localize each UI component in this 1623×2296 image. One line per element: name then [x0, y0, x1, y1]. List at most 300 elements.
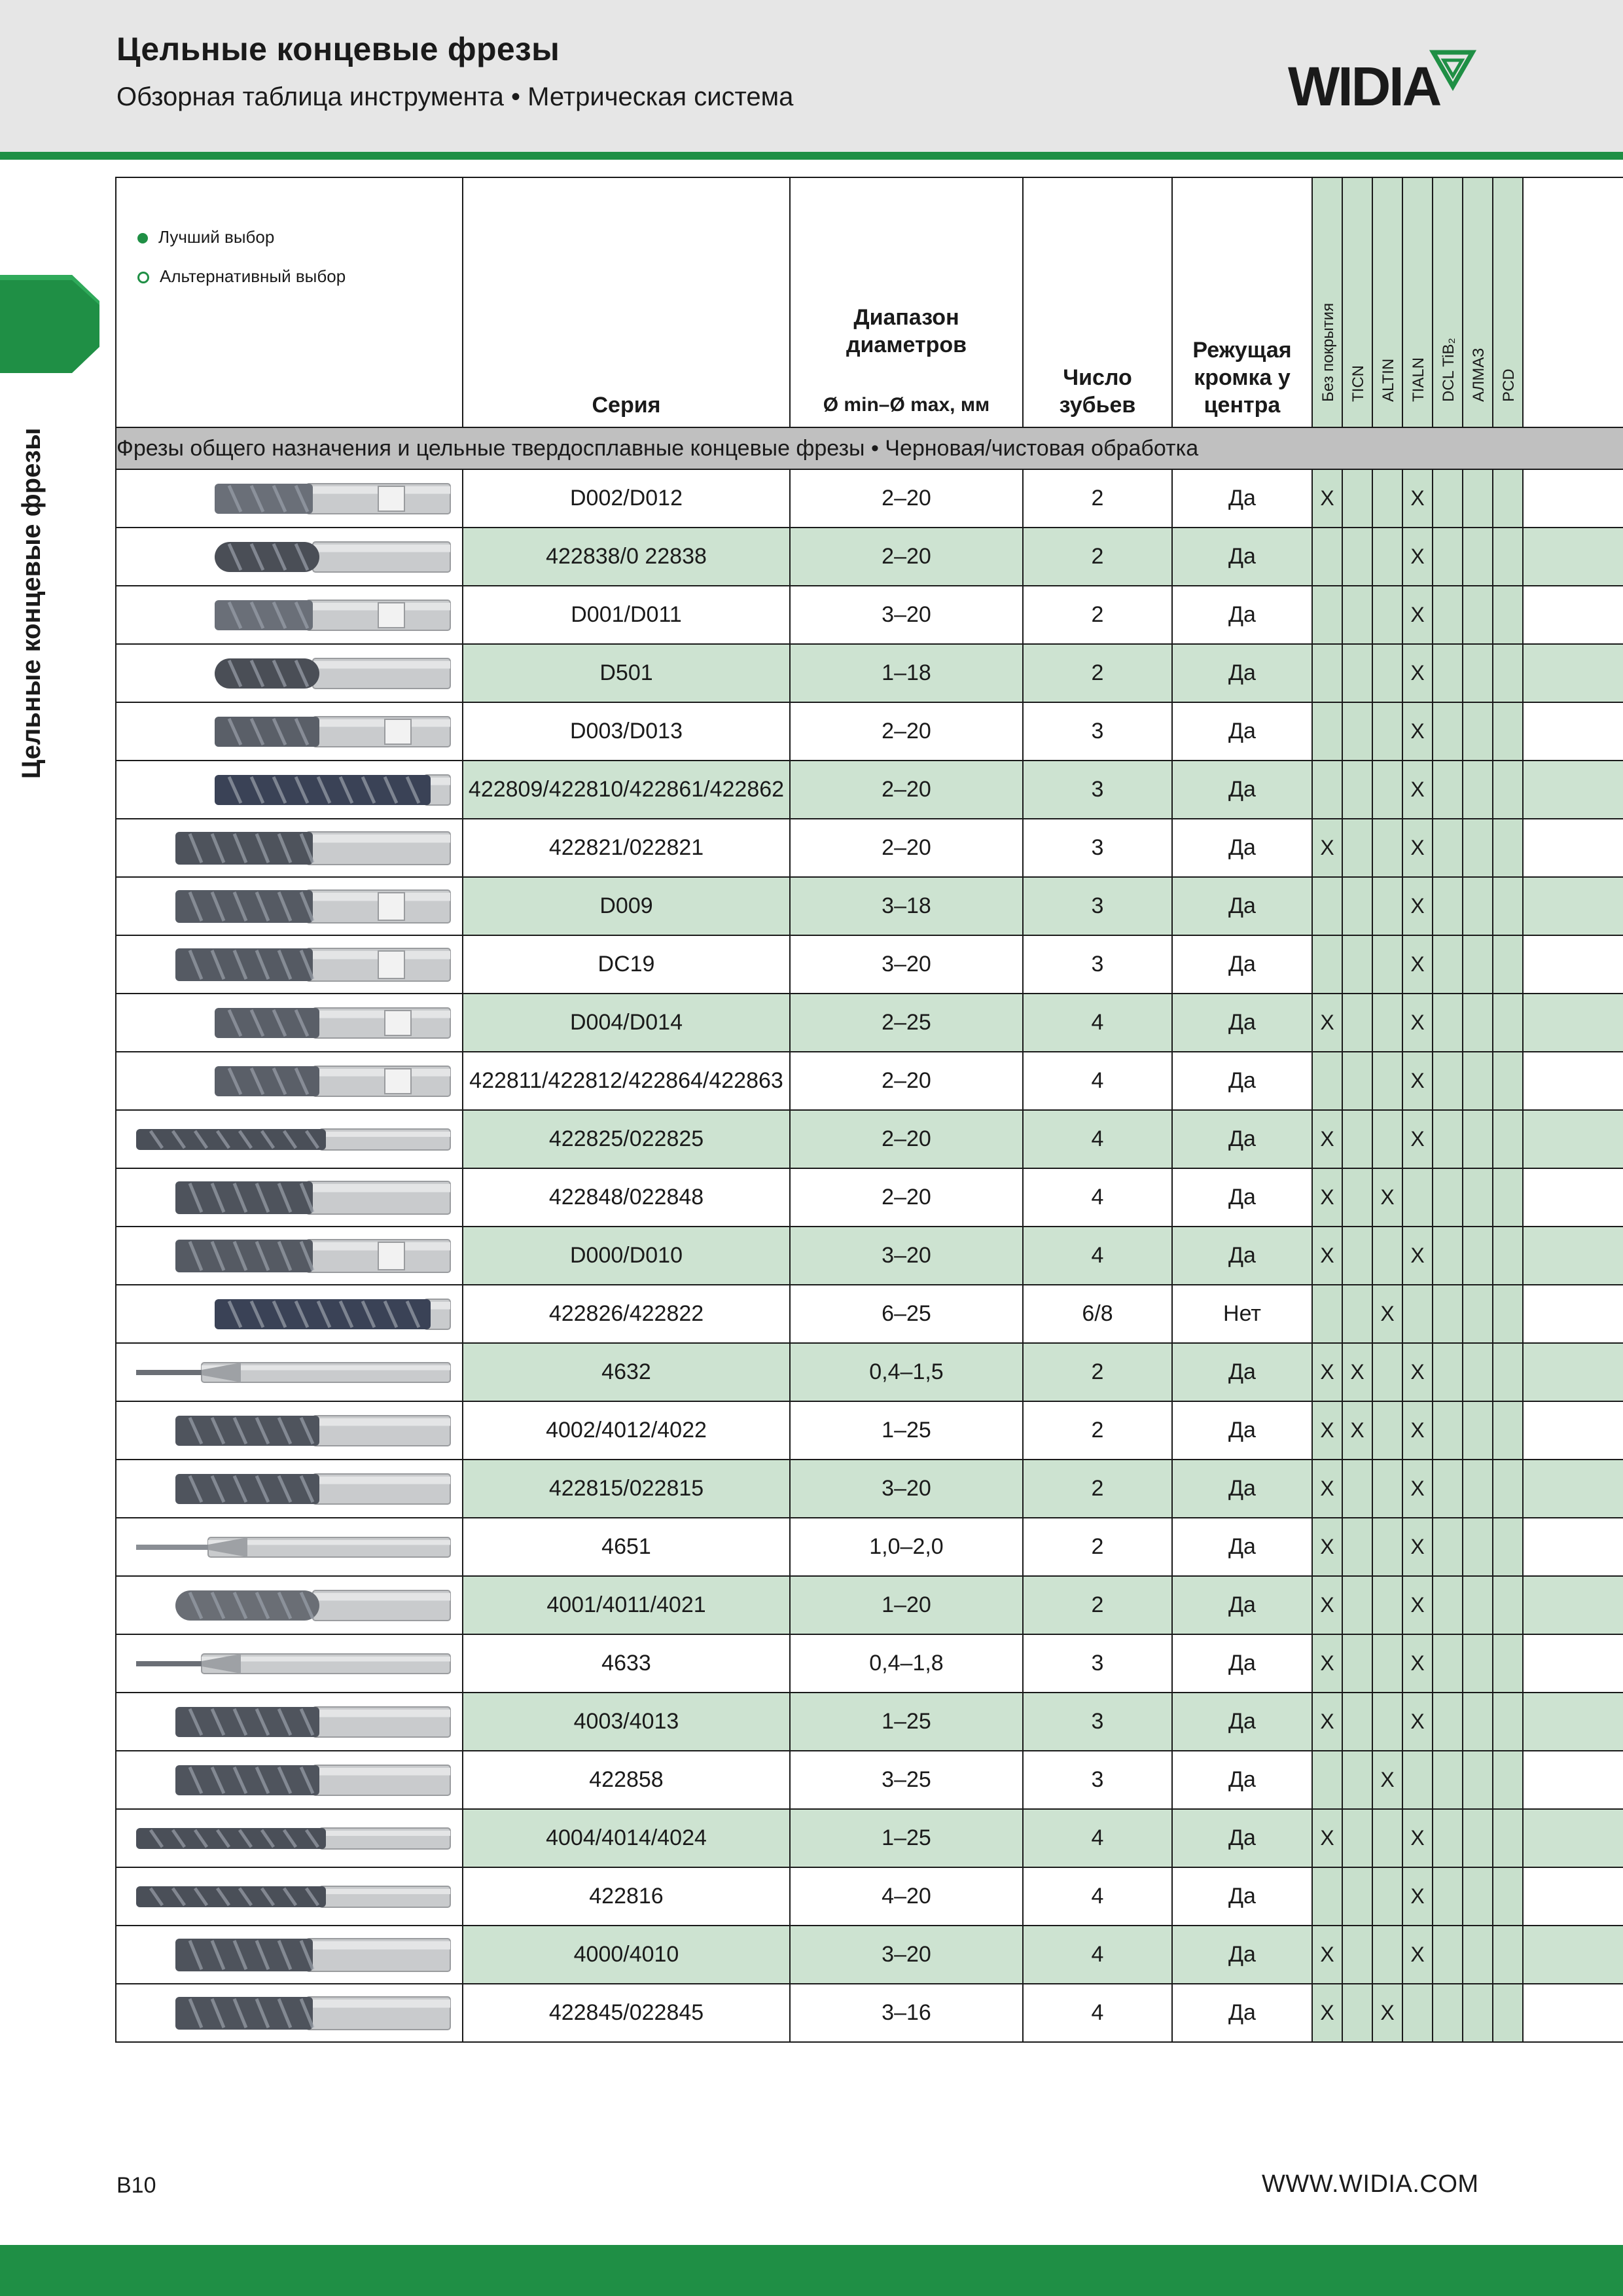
- diameter-header: Диапазон диаметров Ø min–Ø max, мм: [790, 177, 1023, 427]
- coating-mark-altin: [1372, 761, 1402, 819]
- end-mill-image: [116, 534, 457, 580]
- coating-mark-ticn: [1342, 586, 1372, 644]
- table-row: [116, 935, 1623, 994]
- series-cell: D000/D010: [463, 1227, 790, 1285]
- center-cutting-cell: Да: [1172, 1751, 1312, 1809]
- diameter-range-cell: 2–20: [790, 819, 1023, 877]
- coating-mark-altin: [1372, 1110, 1402, 1168]
- coating-mark-uncoated: [1312, 1285, 1342, 1343]
- coating-mark-pcd: [1493, 1227, 1523, 1285]
- coating-mark-dcl: [1433, 702, 1463, 761]
- coating-mark-uncoated: X: [1312, 1460, 1342, 1518]
- coating-mark-dcl: [1433, 1110, 1463, 1168]
- coating-mark-pcd: [1493, 1168, 1523, 1227]
- coating-header-pcd: PCD: [1493, 177, 1523, 427]
- coating-mark-uncoated: X: [1312, 1926, 1342, 1984]
- coating-mark-tialn: [1402, 1285, 1433, 1343]
- teeth-count-cell: 4: [1023, 1809, 1172, 1867]
- series-cell: 422809/422810/422861/422862: [463, 761, 790, 819]
- coating-mark-pcd: [1493, 1576, 1523, 1634]
- series-cell: D002/D012: [463, 469, 790, 528]
- teeth-count-cell: 3: [1023, 877, 1172, 935]
- teeth-count-cell: 4: [1023, 1984, 1172, 2042]
- series-cell: 422858: [463, 1751, 790, 1809]
- coating-mark-diamond: [1463, 1110, 1493, 1168]
- coating-mark-diamond: [1463, 877, 1493, 935]
- series-cell: 422838/0 22838: [463, 528, 790, 586]
- diameter-range-cell: 3–18: [790, 877, 1023, 935]
- teeth-count-cell: 4: [1023, 1168, 1172, 1227]
- empty-cell: [1523, 1576, 1623, 1634]
- tool-image-cell: [116, 1052, 463, 1110]
- coating-mark-pcd: [1493, 469, 1523, 528]
- coating-mark-uncoated: [1312, 528, 1342, 586]
- website-link[interactable]: WWW.WIDIA.COM: [1262, 2170, 1479, 2198]
- coating-mark-diamond: [1463, 761, 1493, 819]
- tool-image-cell: [116, 1227, 463, 1285]
- center-cutting-cell: Да: [1172, 1343, 1312, 1401]
- center-cutting-cell: Да: [1172, 994, 1312, 1052]
- coating-mark-ticn: [1342, 1576, 1372, 1634]
- coating-mark-ticn: X: [1342, 1343, 1372, 1401]
- empty-cell: [1523, 1518, 1623, 1576]
- coating-mark-dcl: [1433, 1867, 1463, 1926]
- coating-mark-uncoated: X: [1312, 1518, 1342, 1576]
- legend: Лучший выбор Альтернативный выбор: [137, 217, 346, 296]
- coating-mark-ticn: [1342, 1227, 1372, 1285]
- series-cell: 4002/4012/4022: [463, 1401, 790, 1460]
- coating-mark-diamond: [1463, 1168, 1493, 1227]
- diameter-range-cell: 3–16: [790, 1984, 1023, 2042]
- table-row: [116, 1751, 1623, 1809]
- coating-mark-ticn: [1342, 1168, 1372, 1227]
- table-row: [116, 877, 1623, 935]
- coating-mark-uncoated: [1312, 935, 1342, 994]
- center-cutting-cell: Да: [1172, 586, 1312, 644]
- empty-cell: [1523, 1926, 1623, 1984]
- series-cell: 4651: [463, 1518, 790, 1576]
- coating-mark-diamond: [1463, 1867, 1493, 1926]
- end-mill-image: [116, 1408, 457, 1454]
- diameter-range-cell: 6–25: [790, 1285, 1023, 1343]
- coating-mark-pcd: [1493, 877, 1523, 935]
- coating-mark-uncoated: [1312, 1052, 1342, 1110]
- table-row: [116, 1984, 1623, 2042]
- series-cell: 422845/022845: [463, 1984, 790, 2042]
- coating-mark-tialn: X: [1402, 1867, 1433, 1926]
- coating-mark-pcd: [1493, 1984, 1523, 2042]
- series-cell: 4001/4011/4021: [463, 1576, 790, 1634]
- coating-mark-pcd: [1493, 819, 1523, 877]
- coating-mark-uncoated: [1312, 702, 1342, 761]
- diameter-range-cell: 1–25: [790, 1401, 1023, 1460]
- series-cell: 4004/4014/4024: [463, 1809, 790, 1867]
- coating-mark-altin: [1372, 1809, 1402, 1867]
- coating-mark-dcl: [1433, 1168, 1463, 1227]
- tool-image-cell: [116, 819, 463, 877]
- coating-mark-tialn: X: [1402, 935, 1433, 994]
- coating-mark-ticn: [1342, 994, 1372, 1052]
- end-mill-image: [116, 1233, 457, 1279]
- coating-mark-ticn: [1342, 819, 1372, 877]
- diameter-range-cell: 0,4–1,8: [790, 1634, 1023, 1693]
- coating-mark-pcd: [1493, 528, 1523, 586]
- series-cell: 4003/4013: [463, 1693, 790, 1751]
- tool-overview-table: [115, 177, 1623, 2043]
- teeth-header: Число зубьев: [1023, 177, 1172, 427]
- empty-cell: [1523, 1168, 1623, 1227]
- end-mill-image: [116, 884, 457, 929]
- coating-mark-ticn: [1342, 1052, 1372, 1110]
- coating-mark-pcd: [1493, 1867, 1523, 1926]
- coating-mark-ticn: X: [1342, 1401, 1372, 1460]
- tool-image-cell: [116, 1867, 463, 1926]
- page-title: Цельные концевые фрезы: [116, 31, 560, 67]
- diameter-range-cell: 1–25: [790, 1693, 1023, 1751]
- teeth-count-cell: 4: [1023, 1052, 1172, 1110]
- empty-cell: [1523, 1460, 1623, 1518]
- coating-mark-altin: X: [1372, 1168, 1402, 1227]
- empty-cell: [1523, 1751, 1623, 1809]
- coating-mark-uncoated: X: [1312, 1110, 1342, 1168]
- legend-cell: [116, 177, 463, 427]
- table-row: [116, 1518, 1623, 1576]
- table-row: [116, 1168, 1623, 1227]
- series-cell: 422811/422812/422864/422863: [463, 1052, 790, 1110]
- end-mill-image: [116, 1641, 457, 1687]
- coating-header-uncoated: Без покрытия: [1312, 177, 1342, 427]
- end-mill-image: [116, 592, 457, 638]
- coating-mark-ticn: [1342, 1110, 1372, 1168]
- empty-cell: [1523, 1693, 1623, 1751]
- coating-mark-ticn: [1342, 1285, 1372, 1343]
- coating-mark-pcd: [1493, 761, 1523, 819]
- coating-mark-diamond: [1463, 1343, 1493, 1401]
- coating-mark-dcl: [1433, 1518, 1463, 1576]
- tool-image-cell: [116, 1576, 463, 1634]
- coating-mark-tialn: X: [1402, 1052, 1433, 1110]
- center-cutting-cell: Да: [1172, 935, 1312, 994]
- coating-mark-tialn: X: [1402, 586, 1433, 644]
- coating-mark-dcl: [1433, 877, 1463, 935]
- coating-mark-ticn: [1342, 1751, 1372, 1809]
- teeth-count-cell: 2: [1023, 1576, 1172, 1634]
- tool-image-cell: [116, 1751, 463, 1809]
- coating-mark-ticn: [1342, 644, 1372, 702]
- coating-mark-pcd: [1493, 1110, 1523, 1168]
- coating-header-altin: ALTIN: [1372, 177, 1402, 427]
- coating-mark-diamond: [1463, 1693, 1493, 1751]
- empty-cell: [1523, 1809, 1623, 1867]
- coating-mark-altin: [1372, 1634, 1402, 1693]
- series-cell: 4633: [463, 1634, 790, 1693]
- coating-mark-ticn: [1342, 935, 1372, 994]
- coating-mark-ticn: [1342, 1809, 1372, 1867]
- coating-mark-altin: [1372, 1460, 1402, 1518]
- coating-mark-diamond: [1463, 469, 1493, 528]
- coating-mark-diamond: [1463, 1751, 1493, 1809]
- empty-cell: [1523, 1052, 1623, 1110]
- series-cell: D501: [463, 644, 790, 702]
- logo-text: WIDIA: [1288, 56, 1440, 117]
- coating-mark-altin: [1372, 1518, 1402, 1576]
- coating-mark-diamond: [1463, 994, 1493, 1052]
- center-cutting-cell: Да: [1172, 761, 1312, 819]
- end-mill-image: [116, 1699, 457, 1745]
- coating-mark-pcd: [1493, 935, 1523, 994]
- coating-mark-diamond: [1463, 1634, 1493, 1693]
- table-row: [116, 1052, 1623, 1110]
- tool-image-cell: [116, 1693, 463, 1751]
- teeth-count-cell: 3: [1023, 1693, 1172, 1751]
- diameter-range-cell: 2–20: [790, 1052, 1023, 1110]
- coating-mark-altin: [1372, 1926, 1402, 1984]
- table-row: [116, 994, 1623, 1052]
- empty-cell: [1523, 469, 1623, 528]
- end-mill-image: [116, 767, 457, 813]
- tool-image-cell: [116, 1110, 463, 1168]
- coating-mark-ticn: [1342, 528, 1372, 586]
- teeth-count-cell: 3: [1023, 702, 1172, 761]
- center-cutting-cell: Да: [1172, 644, 1312, 702]
- empty-cell: [1523, 586, 1623, 644]
- end-mill-image: [116, 651, 457, 696]
- coating-mark-altin: [1372, 1227, 1402, 1285]
- alternative-choice-dot-icon: [137, 272, 149, 283]
- table-row: [116, 1110, 1623, 1168]
- diameter-range-cell: 3–20: [790, 1460, 1023, 1518]
- coating-mark-tialn: X: [1402, 994, 1433, 1052]
- coating-header-diamond: АЛМАЗ: [1463, 177, 1493, 427]
- table-row: [116, 1576, 1623, 1634]
- coating-mark-diamond: [1463, 1401, 1493, 1460]
- coating-mark-dcl: [1433, 1285, 1463, 1343]
- diameter-range-cell: 2–20: [790, 761, 1023, 819]
- best-choice-dot-icon: [137, 233, 148, 243]
- widia-triangle-icon: [1429, 47, 1476, 94]
- coating-mark-altin: X: [1372, 1751, 1402, 1809]
- table-row: [116, 469, 1623, 528]
- coating-header-ticn: TICN: [1342, 177, 1372, 427]
- end-mill-image: [116, 1466, 457, 1512]
- coating-mark-pcd: [1493, 644, 1523, 702]
- coating-mark-tialn: [1402, 1751, 1433, 1809]
- coating-mark-uncoated: X: [1312, 1576, 1342, 1634]
- coating-mark-dcl: [1433, 469, 1463, 528]
- table-row: [116, 1867, 1623, 1926]
- coating-mark-diamond: [1463, 528, 1493, 586]
- coating-mark-pcd: [1493, 1285, 1523, 1343]
- tool-image-cell: [116, 644, 463, 702]
- diameter-range-cell: 2–25: [790, 994, 1023, 1052]
- coating-mark-uncoated: X: [1312, 1809, 1342, 1867]
- coating-mark-diamond: [1463, 1984, 1493, 2042]
- coating-mark-tialn: X: [1402, 1634, 1433, 1693]
- center-cutting-cell: Да: [1172, 1460, 1312, 1518]
- series-cell: D001/D011: [463, 586, 790, 644]
- coating-mark-diamond: [1463, 1518, 1493, 1576]
- end-mill-image: [116, 476, 457, 522]
- coating-mark-uncoated: [1312, 1867, 1342, 1926]
- empty-cell: [1523, 702, 1623, 761]
- page-number: B10: [116, 2173, 156, 2198]
- center-cutting-cell: Да: [1172, 1110, 1312, 1168]
- series-cell: D003/D013: [463, 702, 790, 761]
- table-row: [116, 1343, 1623, 1401]
- coating-mark-dcl: [1433, 1576, 1463, 1634]
- center-cutting-cell: Да: [1172, 819, 1312, 877]
- coating-mark-tialn: X: [1402, 1227, 1433, 1285]
- tool-image-cell: [116, 935, 463, 994]
- center-cutting-cell: Да: [1172, 528, 1312, 586]
- diameter-range-cell: 1–20: [790, 1576, 1023, 1634]
- diameter-range-cell: 2–20: [790, 1168, 1023, 1227]
- coating-mark-altin: [1372, 644, 1402, 702]
- series-cell: 422815/022815: [463, 1460, 790, 1518]
- coating-mark-ticn: [1342, 1518, 1372, 1576]
- coating-mark-tialn: X: [1402, 761, 1433, 819]
- coating-mark-tialn: X: [1402, 1693, 1433, 1751]
- diameter-range-cell: 4–20: [790, 1867, 1023, 1926]
- coating-mark-diamond: [1463, 1576, 1493, 1634]
- table-row: [116, 1634, 1623, 1693]
- teeth-count-cell: 3: [1023, 935, 1172, 994]
- coating-mark-uncoated: X: [1312, 469, 1342, 528]
- tool-image-cell: [116, 1460, 463, 1518]
- tool-image-cell: [116, 1401, 463, 1460]
- end-mill-image: [116, 1117, 457, 1162]
- coating-mark-pcd: [1493, 1809, 1523, 1867]
- center-cutting-cell: Да: [1172, 1984, 1312, 2042]
- tool-image-cell: [116, 877, 463, 935]
- teeth-count-cell: 2: [1023, 644, 1172, 702]
- table-row: [116, 761, 1623, 819]
- coating-mark-ticn: [1342, 1634, 1372, 1693]
- series-cell: 4632: [463, 1343, 790, 1401]
- tool-image-cell: [116, 702, 463, 761]
- teeth-count-cell: 2: [1023, 1343, 1172, 1401]
- diameter-range-cell: 3–25: [790, 1751, 1023, 1809]
- tool-image-cell: [116, 1926, 463, 1984]
- tool-image-cell: [116, 1809, 463, 1867]
- end-mill-image: [116, 1524, 457, 1570]
- empty-cell: [1523, 994, 1623, 1052]
- center-cutting-cell: Да: [1172, 1401, 1312, 1460]
- coating-mark-uncoated: X: [1312, 819, 1342, 877]
- empty-cell: [1523, 935, 1623, 994]
- side-section-label: Цельные концевые фрезы: [17, 427, 46, 779]
- coating-mark-dcl: [1433, 994, 1463, 1052]
- coating-mark-tialn: X: [1402, 1343, 1433, 1401]
- coating-mark-tialn: X: [1402, 877, 1433, 935]
- coating-header-dcl: DCL TiB₂: [1433, 177, 1463, 427]
- empty-header: [1523, 177, 1623, 427]
- coating-mark-ticn: [1342, 1693, 1372, 1751]
- coating-mark-diamond: [1463, 819, 1493, 877]
- center-cutting-cell: Да: [1172, 1809, 1312, 1867]
- coating-mark-tialn: X: [1402, 528, 1433, 586]
- coating-mark-diamond: [1463, 586, 1493, 644]
- coating-mark-altin: X: [1372, 1984, 1402, 2042]
- coating-mark-ticn: [1342, 469, 1372, 528]
- center-cutting-cell: Да: [1172, 1518, 1312, 1576]
- diameter-range-cell: 2–20: [790, 528, 1023, 586]
- end-mill-image: [116, 709, 457, 755]
- header-divider: [0, 152, 1623, 160]
- coating-mark-pcd: [1493, 1751, 1523, 1809]
- coating-mark-pcd: [1493, 1693, 1523, 1751]
- section-row: [116, 427, 1623, 469]
- center-cutting-header: Режущая кромка у центра: [1172, 177, 1312, 427]
- coating-mark-tialn: X: [1402, 1809, 1433, 1867]
- coating-mark-pcd: [1493, 1401, 1523, 1460]
- coating-mark-tialn: X: [1402, 1926, 1433, 1984]
- coating-mark-dcl: [1433, 761, 1463, 819]
- diameter-range-cell: 3–20: [790, 1926, 1023, 1984]
- tool-image-cell: [116, 1984, 463, 2042]
- coating-mark-uncoated: [1312, 1751, 1342, 1809]
- coating-mark-dcl: [1433, 1634, 1463, 1693]
- coating-mark-dcl: [1433, 528, 1463, 586]
- end-mill-image: [116, 1175, 457, 1221]
- coating-mark-pcd: [1493, 1634, 1523, 1693]
- coating-mark-dcl: [1433, 586, 1463, 644]
- empty-cell: [1523, 1984, 1623, 2042]
- coating-mark-uncoated: X: [1312, 1168, 1342, 1227]
- teeth-count-cell: 4: [1023, 1867, 1172, 1926]
- center-cutting-cell: Да: [1172, 702, 1312, 761]
- series-cell: 422816: [463, 1867, 790, 1926]
- empty-cell: [1523, 528, 1623, 586]
- diameter-range-cell: 2–20: [790, 702, 1023, 761]
- empty-cell: [1523, 1227, 1623, 1285]
- table-row: [116, 1285, 1623, 1343]
- tool-image-cell: [116, 586, 463, 644]
- widia-logo: [1288, 55, 1484, 118]
- footer-bar: [0, 2245, 1623, 2296]
- coating-mark-dcl: [1433, 1227, 1463, 1285]
- empty-cell: [1523, 1285, 1623, 1343]
- teeth-count-cell: 4: [1023, 1926, 1172, 1984]
- coating-mark-tialn: [1402, 1984, 1433, 2042]
- coating-mark-altin: [1372, 819, 1402, 877]
- teeth-count-cell: 4: [1023, 1227, 1172, 1285]
- teeth-count-cell: 2: [1023, 1518, 1172, 1576]
- center-cutting-cell: Да: [1172, 1867, 1312, 1926]
- coating-mark-ticn: [1342, 877, 1372, 935]
- coating-mark-pcd: [1493, 586, 1523, 644]
- table-row: [116, 1693, 1623, 1751]
- tool-image-cell: [116, 994, 463, 1052]
- center-cutting-cell: Да: [1172, 1227, 1312, 1285]
- coating-mark-dcl: [1433, 1693, 1463, 1751]
- coating-mark-diamond: [1463, 1809, 1493, 1867]
- tool-image-cell: [116, 1343, 463, 1401]
- coating-mark-altin: [1372, 469, 1402, 528]
- end-mill-image: [116, 1816, 457, 1861]
- series-cell: 4000/4010: [463, 1926, 790, 1984]
- empty-cell: [1523, 644, 1623, 702]
- coating-mark-diamond: [1463, 1227, 1493, 1285]
- coating-mark-tialn: X: [1402, 644, 1433, 702]
- teeth-count-cell: 3: [1023, 761, 1172, 819]
- coating-mark-dcl: [1433, 1809, 1463, 1867]
- end-mill-image: [116, 1000, 457, 1046]
- section-tab-marker: [0, 275, 99, 373]
- coating-mark-altin: [1372, 1867, 1402, 1926]
- empty-cell: [1523, 1867, 1623, 1926]
- teeth-count-cell: 2: [1023, 1401, 1172, 1460]
